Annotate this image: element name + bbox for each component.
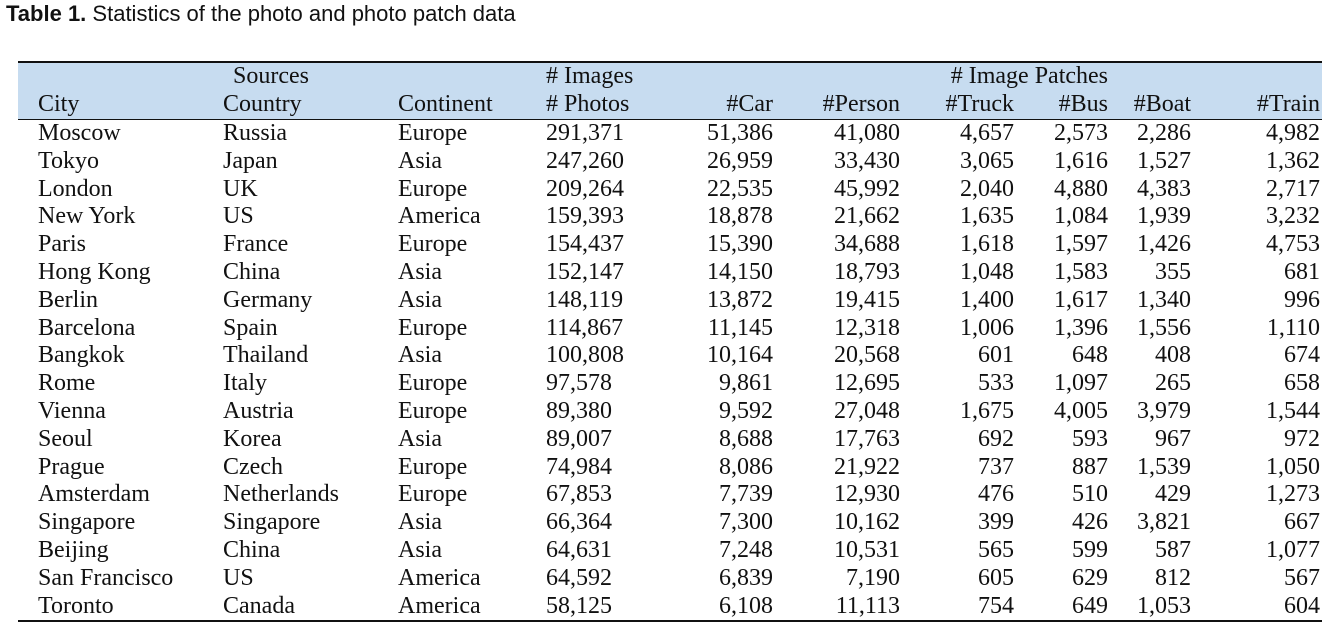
- cell-person: 12,930: [834, 481, 900, 508]
- header-city: City: [18, 90, 223, 120]
- header-continent: Continent: [398, 90, 546, 120]
- cell-continent: Asia: [398, 286, 442, 313]
- cell-boat: 408: [1155, 342, 1192, 369]
- cell-bus: 4,880: [1054, 175, 1109, 202]
- cell-bus: 887: [1072, 453, 1109, 480]
- cell-person: 10,162: [834, 509, 900, 536]
- table-row: [18, 426, 1322, 454]
- cell-photos: 148,119: [546, 286, 624, 313]
- cell-car: 11,145: [707, 314, 773, 341]
- table-row: [18, 370, 1322, 398]
- cell-continent: Europe: [398, 397, 468, 424]
- cell-person: 19,415: [834, 286, 900, 313]
- cell-boat: 4,383: [1137, 175, 1192, 202]
- cell-continent: Europe: [398, 481, 468, 508]
- cell-car: 6,108: [666, 593, 773, 622]
- cell-photos: 152,147: [546, 258, 624, 285]
- table-row: [18, 593, 1322, 622]
- cell-boat: 1,426: [1137, 231, 1192, 258]
- cell-train: 4,753: [1266, 231, 1321, 258]
- cell-car: 7,248: [719, 536, 773, 563]
- cell-country: China: [223, 536, 281, 563]
- cell-country: Germany: [223, 286, 313, 313]
- cell-country: France: [223, 231, 289, 258]
- cell-person: 27,048: [834, 397, 900, 424]
- cell-train: 667: [1284, 509, 1321, 536]
- cell-city: Toronto: [18, 593, 223, 622]
- cell-boat: 429: [1155, 481, 1192, 508]
- header-car: #Car: [666, 90, 773, 120]
- header-country: Country: [223, 90, 398, 120]
- cell-city: Singapore: [38, 509, 136, 536]
- cell-continent: Asia: [398, 536, 442, 563]
- cell-bus: 1,084: [1054, 203, 1109, 230]
- cell-bus: 1,097: [1054, 370, 1109, 397]
- cell-bus: 1,583: [1054, 258, 1109, 285]
- cell-person: 21,662: [834, 203, 900, 230]
- cell-city: Paris: [38, 231, 86, 258]
- cell-boat: 3,821: [1137, 509, 1192, 536]
- cell-photos: 58,125: [546, 593, 666, 622]
- statistics-table: [18, 61, 1322, 622]
- table-header: [18, 62, 1322, 120]
- cell-truck: 2,040: [960, 175, 1014, 202]
- cell-train: 1,544: [1266, 397, 1321, 424]
- cell-photos: 64,631: [546, 536, 612, 563]
- cell-truck: 1,048: [960, 258, 1014, 285]
- header-photos: # Photos: [546, 90, 666, 120]
- cell-car: 8,688: [719, 425, 773, 452]
- cell-photos: 154,437: [546, 231, 624, 258]
- cell-boat: 3,979: [1137, 397, 1192, 424]
- cell-boat: 355: [1155, 258, 1192, 285]
- cell-photos: 247,260: [546, 147, 624, 174]
- cell-country: Netherlands: [223, 481, 339, 508]
- cell-car: 8,086: [719, 453, 773, 480]
- cell-continent: Europe: [398, 175, 468, 202]
- cell-photos: 67,853: [546, 481, 612, 508]
- header-boat: #Boat: [1108, 90, 1191, 120]
- cell-boat: 1,539: [1137, 453, 1192, 480]
- cell-photos: 64,592: [546, 564, 612, 591]
- cell-bus: 648: [1072, 342, 1109, 369]
- cell-car: 13,872: [707, 286, 773, 313]
- cell-country: Austria: [223, 397, 294, 424]
- cell-train: 658: [1284, 370, 1321, 397]
- cell-person: 20,568: [834, 342, 900, 369]
- cell-continent: Europe: [398, 120, 468, 146]
- caption-text: Statistics of the photo and photo patch data: [92, 1, 516, 26]
- table-row: [18, 454, 1322, 482]
- cell-truck: 1,400: [960, 286, 1014, 313]
- cell-boat: 812: [1155, 564, 1192, 591]
- cell-train: 674: [1284, 342, 1321, 369]
- cell-city: Barcelona: [38, 314, 136, 341]
- cell-photos: 159,393: [546, 203, 624, 230]
- cell-continent: Europe: [398, 314, 468, 341]
- cell-continent: Asia: [398, 342, 442, 369]
- cell-truck: 533: [978, 370, 1014, 397]
- cell-person: 17,763: [834, 425, 900, 452]
- header-group-sources: Sources: [223, 62, 398, 90]
- cell-person: 34,688: [834, 231, 900, 258]
- cell-truck: 692: [978, 425, 1014, 452]
- header-group-patches: # Image Patches: [773, 62, 1108, 90]
- cell-city: Hong Kong: [38, 258, 151, 285]
- cell-truck: 476: [978, 481, 1014, 508]
- cell-train: 1,362: [1266, 147, 1321, 174]
- cell-truck: 3,065: [960, 147, 1014, 174]
- cell-train: 604: [1191, 593, 1322, 622]
- cell-photos: 97,578: [546, 370, 612, 397]
- cell-person: 10,531: [834, 536, 900, 563]
- cell-country: Thailand: [223, 342, 309, 369]
- cell-car: 14,150: [707, 258, 773, 285]
- table-row: [18, 148, 1322, 176]
- cell-city: Vienna: [38, 397, 106, 424]
- cell-boat: 1,053: [1108, 593, 1191, 622]
- cell-country: US: [223, 564, 254, 591]
- cell-train: 2,717: [1266, 175, 1321, 202]
- cell-truck: 1,675: [960, 397, 1014, 424]
- cell-photos: 74,984: [546, 453, 612, 480]
- cell-person: 18,793: [834, 258, 900, 285]
- cell-city: New York: [38, 203, 136, 230]
- cell-boat: 1,556: [1137, 314, 1192, 341]
- cell-train: 567: [1284, 564, 1321, 591]
- cell-photos: 89,007: [546, 425, 612, 452]
- cell-continent: Europe: [398, 453, 468, 480]
- cell-truck: 1,618: [960, 231, 1014, 258]
- cell-truck: 601: [978, 342, 1014, 369]
- cell-truck: 737: [978, 453, 1014, 480]
- table-row: [18, 398, 1322, 426]
- cell-bus: 1,617: [1054, 286, 1109, 313]
- cell-person: 11,113: [773, 593, 900, 622]
- cell-country: Czech: [223, 453, 283, 480]
- cell-continent: America: [398, 593, 546, 622]
- cell-country: Spain: [223, 314, 278, 341]
- header-person: #Person: [773, 90, 900, 120]
- cell-car: 26,959: [707, 147, 773, 174]
- cell-city: Seoul: [38, 425, 93, 452]
- table-row: [18, 342, 1322, 370]
- cell-bus: 599: [1072, 536, 1109, 563]
- cell-person: 45,992: [834, 175, 900, 202]
- table-caption: [6, 0, 516, 28]
- cell-continent: Asia: [398, 425, 442, 452]
- cell-person: 12,318: [834, 314, 900, 341]
- cell-train: 1,273: [1266, 481, 1321, 508]
- cell-boat: 1,340: [1137, 286, 1192, 313]
- cell-continent: Europe: [398, 231, 468, 258]
- cell-city: Rome: [38, 370, 96, 397]
- cell-person: 41,080: [834, 120, 900, 146]
- cell-truck: 1,635: [960, 203, 1014, 230]
- cell-bus: 2,573: [1054, 120, 1109, 146]
- table-row: [18, 481, 1322, 509]
- cell-country: US: [223, 203, 254, 230]
- cell-person: 33,430: [834, 147, 900, 174]
- cell-city: Prague: [38, 453, 105, 480]
- cell-country: UK: [223, 175, 258, 202]
- cell-photos: 209,264: [546, 175, 624, 202]
- statistics-table-container: [18, 61, 1322, 622]
- table-row: [18, 565, 1322, 593]
- cell-person: 12,695: [834, 370, 900, 397]
- cell-country: Russia: [223, 120, 288, 146]
- cell-truck: 4,657: [960, 120, 1014, 146]
- table-row: [18, 259, 1322, 287]
- cell-person: 7,190: [846, 564, 900, 591]
- cell-photos: 89,380: [546, 397, 612, 424]
- header-train: #Train: [1191, 90, 1322, 120]
- cell-train: 972: [1284, 425, 1321, 452]
- cell-boat: 265: [1155, 370, 1192, 397]
- cell-car: 51,386: [707, 120, 773, 146]
- cell-train: 1,077: [1266, 536, 1321, 563]
- cell-city: Berlin: [38, 286, 98, 313]
- cell-train: 681: [1284, 258, 1321, 285]
- cell-city: London: [38, 175, 113, 202]
- cell-country: Italy: [223, 370, 267, 397]
- cell-car: 9,861: [719, 370, 773, 397]
- header-column-row: [18, 90, 1322, 120]
- cell-bus: 593: [1072, 425, 1109, 452]
- cell-continent: America: [398, 203, 481, 230]
- cell-city: Tokyo: [38, 147, 99, 174]
- cell-photos: 114,867: [546, 314, 624, 341]
- table-body: [18, 120, 1322, 622]
- cell-car: 7,300: [719, 509, 773, 536]
- cell-city: Beijing: [38, 536, 109, 563]
- cell-car: 18,878: [707, 203, 773, 230]
- cell-train: 1,050: [1266, 453, 1321, 480]
- cell-bus: 1,396: [1054, 314, 1109, 341]
- cell-country: Singapore: [223, 509, 321, 536]
- header-group-images: # Images: [546, 62, 666, 90]
- cell-bus: 649: [1014, 593, 1108, 622]
- header-truck: #Truck: [900, 90, 1014, 120]
- cell-car: 9,592: [719, 397, 773, 424]
- cell-bus: 426: [1072, 509, 1109, 536]
- table-row: [18, 231, 1322, 259]
- table-row: [18, 315, 1322, 343]
- cell-photos: 66,364: [546, 509, 612, 536]
- cell-country: Canada: [223, 593, 398, 622]
- cell-country: Japan: [223, 147, 278, 174]
- table-row: [18, 509, 1322, 537]
- cell-photos: 291,371: [546, 120, 624, 146]
- cell-city: Moscow: [38, 120, 121, 146]
- cell-train: 3,232: [1266, 203, 1321, 230]
- cell-train: 1,110: [1266, 314, 1321, 341]
- cell-boat: 1,527: [1137, 147, 1192, 174]
- cell-bus: 1,616: [1054, 147, 1109, 174]
- cell-city: San Francisco: [38, 564, 174, 591]
- cell-continent: Asia: [398, 509, 442, 536]
- cell-train: 4,982: [1266, 120, 1321, 146]
- cell-car: 6,839: [719, 564, 773, 591]
- table-row: [18, 537, 1322, 565]
- cell-person: 21,922: [834, 453, 900, 480]
- cell-bus: 1,597: [1054, 231, 1109, 258]
- cell-truck: 754: [900, 593, 1014, 622]
- cell-continent: Asia: [398, 147, 442, 174]
- cell-bus: 4,005: [1054, 397, 1109, 424]
- cell-car: 15,390: [707, 231, 773, 258]
- cell-photos: 100,808: [546, 342, 624, 369]
- cell-continent: Europe: [398, 370, 468, 397]
- cell-city: Bangkok: [38, 342, 125, 369]
- caption-label: Table 1.: [6, 1, 87, 26]
- cell-city: Amsterdam: [38, 481, 150, 508]
- cell-boat: 1,939: [1137, 203, 1192, 230]
- cell-boat: 587: [1155, 536, 1192, 563]
- cell-bus: 629: [1072, 564, 1109, 591]
- cell-truck: 1,006: [960, 314, 1014, 341]
- cell-country: Korea: [223, 425, 282, 452]
- cell-boat: 2,286: [1137, 120, 1192, 146]
- table-row: [18, 287, 1322, 315]
- cell-continent: Asia: [398, 258, 442, 285]
- header-bus: #Bus: [1014, 90, 1108, 120]
- cell-boat: 967: [1155, 425, 1192, 452]
- cell-truck: 399: [978, 509, 1014, 536]
- cell-country: China: [223, 258, 281, 285]
- table-row: [18, 203, 1322, 231]
- table-row: [18, 120, 1322, 148]
- cell-truck: 605: [978, 564, 1014, 591]
- table-row: [18, 176, 1322, 204]
- cell-bus: 510: [1072, 481, 1109, 508]
- cell-continent: America: [398, 564, 481, 591]
- cell-car: 22,535: [707, 175, 773, 202]
- cell-car: 7,739: [719, 481, 773, 508]
- cell-train: 996: [1284, 286, 1321, 313]
- cell-car: 10,164: [707, 342, 773, 369]
- cell-truck: 565: [978, 536, 1014, 563]
- header-group-row: [18, 62, 1322, 90]
